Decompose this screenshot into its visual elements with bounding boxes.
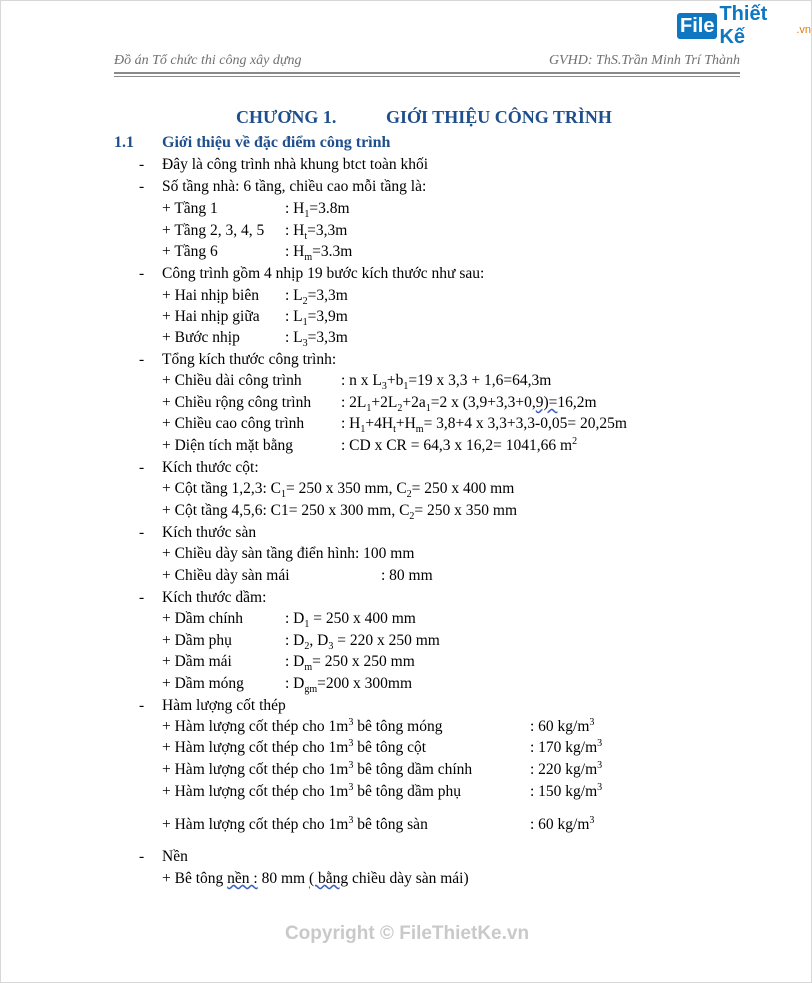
row-value: : $H_1+4H_t+H_m= 3,8+4$ x 3,3+3,3-0,05= 20,25m (341, 415, 627, 436)
row-value: : $H_1=3.8m$ (285, 200, 350, 221)
row-text: + Bê tông nền : 80 mm ( bằng chiều dày sàn mái) (162, 870, 469, 887)
logo-text: Thiết Kế (719, 3, 768, 48)
row-label: + Chiều dày sàn mái (162, 567, 290, 584)
row-value: : $L_1=3,9m$ (285, 308, 348, 329)
row-value: : $L_2=3,3m$ (285, 287, 348, 308)
row-value: : 170 $kg/m^3$ (530, 737, 603, 756)
row-label: + Chiều cao công trình (162, 415, 305, 432)
row-value: : 60 $kg/m^3$ (530, 716, 595, 735)
row-text: + Chiều dày sàn tầng điển hình: 100 mm (162, 545, 415, 562)
row-label: + Dầm chính (162, 610, 244, 627)
row-label: + Hàm lượng cốt thép cho $1m^3$ bê tông dầm chính (162, 759, 473, 778)
row-value: : $D_m= 250$ x 250 mm (285, 653, 415, 674)
row-value: : n x $L_3+b_1=19$ x 3,3 + 1,6=64,3m (341, 372, 552, 393)
bullet-dash: - (139, 848, 145, 865)
row-label: + Dầm phụ (162, 632, 232, 649)
row-label: + Bước nhịp (162, 329, 240, 346)
row-value: : CD x CR = 64,3 x 16,2= 1041,66 $m^2$ (341, 435, 578, 454)
row-label: + Dầm móng (162, 675, 244, 692)
line-text: Kích thước sàn (162, 524, 257, 541)
section-number: 1.1 (114, 134, 134, 151)
row-value: : $2L_1+2L_2+2a_1=2$ x (3,9+3,3+0,9)=16,2m (341, 394, 597, 415)
line-text: Nền (162, 848, 188, 865)
row-value: : $L_3=3,3m$ (285, 329, 348, 350)
row-value: : $D_{gm}=200$ x 300mm (285, 675, 413, 696)
row-value: : 60 $kg/m^3$ (530, 814, 595, 833)
line-text: Đây là công trình nhà khung btct toàn khối (162, 156, 429, 173)
logo-box: File (677, 13, 717, 39)
bullet-dash: - (139, 351, 145, 368)
row-value: : 80 mm (381, 567, 433, 584)
bullet-dash: - (139, 178, 145, 195)
row-value: : $H_t=3,3m$ (285, 222, 348, 243)
row-label: + Tầng 6 (162, 243, 218, 260)
section-title: Giới thiệu về đặc điểm công trình (162, 134, 391, 151)
copyright-watermark: Copyright © FileThietKe.vn (284, 923, 530, 944)
row-label: + Hàm lượng cốt thép cho $1m^3$ bê tông móng (162, 716, 443, 735)
row-label: + Tầng 2, 3, 4, 5 (162, 222, 265, 239)
bullet-dash: - (139, 156, 145, 173)
row-label: + Diện tích mặt bằng (162, 437, 293, 454)
bullet-dash: - (139, 265, 145, 282)
site-logo[interactable] (677, 3, 811, 48)
header-rule-thin (114, 76, 740, 77)
row-label: + Hàm lượng cốt thép cho $1m^3$ bê tông sàn (162, 814, 428, 833)
row-value: : $D_2$, $D_3 = 220$ x 250 mm (285, 632, 440, 653)
row-label: + Hàm lượng cốt thép cho $1m^3$ bê tông cột (162, 737, 427, 756)
logo-ext: .vn (796, 24, 811, 36)
bullet-dash: - (139, 589, 145, 606)
header-left: Đồ án Tổ chức thi công xây dựng (114, 53, 302, 68)
bullet-dash: - (139, 459, 145, 476)
chapter-heading (236, 107, 612, 128)
line-text: Công trình gồm 4 nhịp 19 bước kích thước như sau: (162, 265, 485, 282)
bullet-dash: - (139, 524, 145, 541)
row-value: : $H_m=3.3m$ (285, 243, 353, 264)
row-text: + Cột tầng 1,2,3: $C_1= 250$ x 350 mm, $C_2= 250$ x 400 mm (162, 480, 515, 501)
row-text: + Cột tầng 4,5,6: C1= 250 x 300 mm, $C_2= 250$ x 350 mm (162, 502, 518, 523)
page-header (114, 53, 740, 73)
chapter-title: GIỚI THIỆU CÔNG TRÌNH (386, 107, 612, 127)
row-label: + Tầng 1 (162, 200, 218, 217)
header-right: GVHD: ThS.Trần Minh Trí Thành (549, 53, 740, 68)
line-text: Tổng kích thước công trình: (162, 351, 337, 368)
row-label: + Chiều dài công trình (162, 372, 302, 389)
bullet-dash: - (139, 697, 145, 714)
row-label: + Hàm lượng cốt thép cho $1m^3$ bê tông dầm phụ (162, 781, 461, 800)
chapter-label: CHƯƠNG 1. (236, 107, 337, 127)
row-label: + Hai nhịp biên (162, 287, 259, 304)
header-rule-thick (114, 72, 740, 74)
line-text: Hàm lượng cốt thép (162, 697, 286, 714)
row-label: + Hai nhịp giữa (162, 308, 260, 325)
row-label: + Chiều rộng công trình (162, 394, 312, 411)
row-value: : $D_1 = 250$ x 400 mm (285, 610, 416, 631)
line-text: Kích thước cột: (162, 459, 259, 476)
row-value: : 220 $kg/m^3$ (530, 759, 603, 778)
line-text: Kích thước dầm: (162, 589, 267, 606)
row-value: : 150 $kg/m^3$ (530, 781, 603, 800)
line-text: Số tầng nhà: 6 tầng, chiều cao mỗi tầng là: (162, 178, 427, 195)
row-label: + Dầm mái (162, 653, 232, 670)
